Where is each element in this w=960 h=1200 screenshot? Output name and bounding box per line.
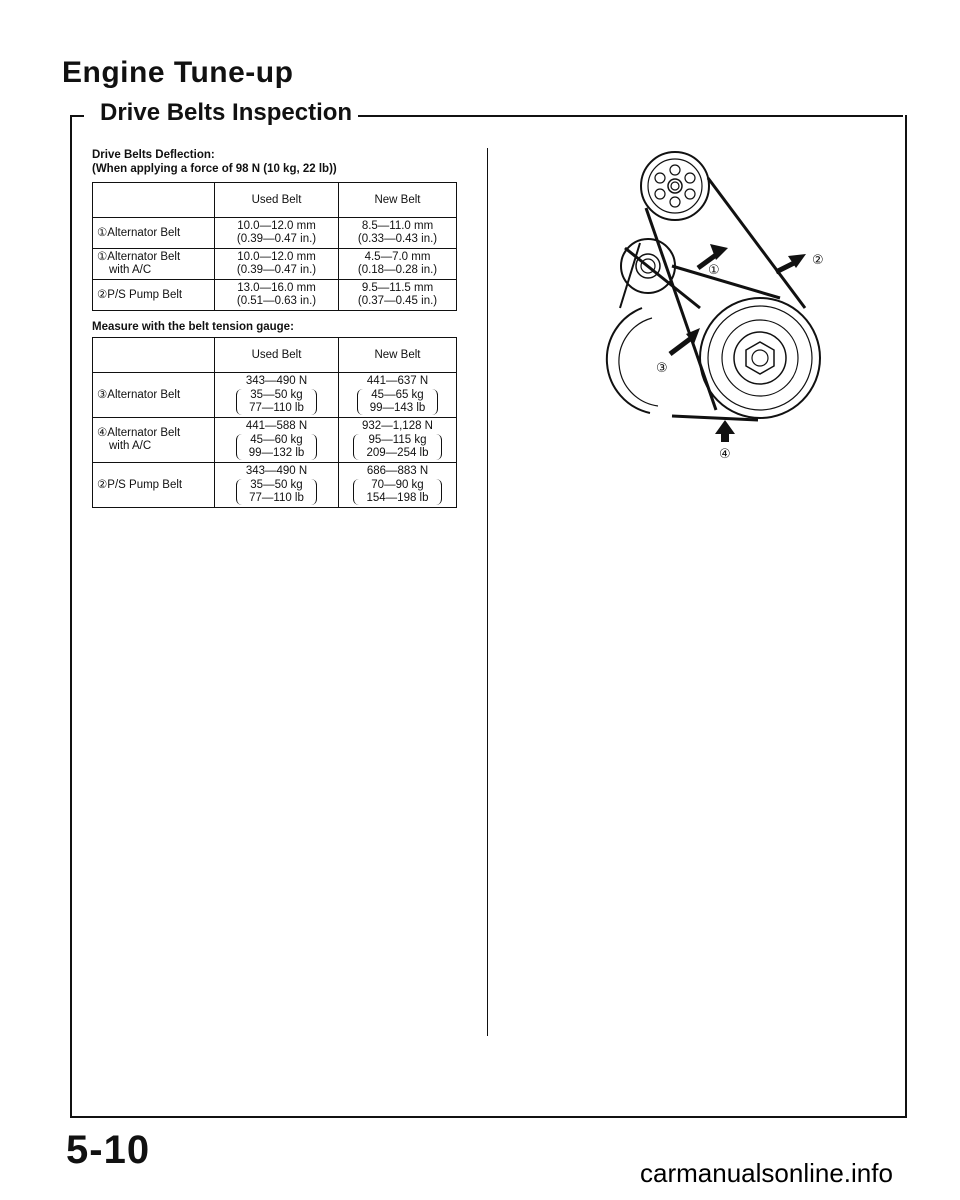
new-value bbox=[339, 280, 457, 311]
value-mm: 10.0—12.0 mm bbox=[237, 220, 316, 232]
value-newton: 343—490 N bbox=[245, 375, 308, 387]
table-row bbox=[93, 418, 457, 463]
crankshaft-pulley bbox=[700, 298, 820, 418]
value-mm: 8.5—11.0 mm bbox=[361, 220, 434, 232]
callout-2: ② bbox=[812, 253, 824, 268]
header-used-belt: Used Belt bbox=[215, 338, 339, 373]
value-mm: 13.0—16.0 mm bbox=[237, 282, 316, 294]
value-mm: 9.5—11.5 mm bbox=[361, 282, 434, 294]
value-kg-lb bbox=[236, 434, 318, 460]
row-label-main: ②P/S Pump Belt bbox=[97, 478, 183, 491]
value-newton: 441—588 N bbox=[245, 420, 308, 432]
callout-3: ③ bbox=[656, 361, 668, 376]
row-label bbox=[93, 280, 215, 311]
table-row bbox=[93, 218, 457, 249]
table-row bbox=[93, 373, 457, 418]
header-new-belt: New Belt bbox=[339, 338, 457, 373]
new-value bbox=[339, 373, 457, 418]
used-value bbox=[215, 463, 339, 508]
new-value bbox=[339, 463, 457, 508]
row-label-main: ①Alternator Belt bbox=[97, 226, 181, 239]
page-number: 5-10 bbox=[66, 1128, 151, 1172]
value-kg: 45—60 kg bbox=[250, 434, 303, 446]
value-kg: 35—50 kg bbox=[250, 479, 303, 491]
deflection-caption-title: Drive Belts Deflection: bbox=[92, 149, 215, 161]
value-kg: 70—90 kg bbox=[371, 479, 424, 491]
row-label-main: ③Alternator Belt bbox=[97, 388, 181, 401]
deflection-caption-force: (When applying a force of 98 N (10 kg, 22 lb)) bbox=[92, 163, 337, 175]
value-newton: 343—490 N bbox=[245, 465, 308, 477]
value-in: (0.37—0.45 in.) bbox=[357, 295, 438, 307]
table-row bbox=[93, 249, 457, 280]
tension-caption: Measure with the belt tension gauge: bbox=[92, 321, 294, 333]
row-label-main: ④Alternator Belt bbox=[97, 427, 181, 439]
header-cell-empty bbox=[93, 338, 215, 373]
callout-4: ④ bbox=[719, 447, 731, 462]
value-newton: 441—637 N bbox=[366, 375, 429, 387]
value-kg: 95—115 kg bbox=[368, 434, 427, 446]
value-kg: 35—50 kg bbox=[250, 389, 303, 401]
section-title: Drive Belts Inspection bbox=[94, 99, 358, 127]
value-lb: 209—254 lb bbox=[366, 447, 429, 459]
used-value bbox=[215, 280, 339, 311]
deflection-table bbox=[92, 182, 457, 311]
new-value bbox=[339, 218, 457, 249]
value-in: (0.33—0.43 in.) bbox=[357, 233, 438, 245]
header-cell-empty bbox=[93, 183, 215, 218]
table-header-row bbox=[93, 183, 457, 218]
header-used-belt: Used Belt bbox=[215, 183, 339, 218]
value-lb: 99—132 lb bbox=[248, 447, 305, 459]
header-new-belt: New Belt bbox=[339, 183, 457, 218]
value-lb: 77—110 lb bbox=[249, 492, 304, 504]
used-value bbox=[215, 218, 339, 249]
row-label bbox=[93, 418, 215, 463]
table-row bbox=[93, 463, 457, 508]
alternator-pulley bbox=[641, 152, 709, 220]
row-label bbox=[93, 373, 215, 418]
value-kg-lb bbox=[236, 479, 317, 505]
drive-belt-diagram bbox=[580, 148, 850, 468]
ac-compressor-pulley bbox=[607, 308, 650, 413]
value-newton: 686—883 N bbox=[366, 465, 429, 477]
value-kg: 45—65 kg bbox=[371, 389, 424, 401]
value-kg-lb bbox=[353, 479, 441, 505]
row-label-sub: with A/C bbox=[109, 440, 152, 452]
row-label bbox=[93, 463, 215, 508]
deflection-caption bbox=[92, 148, 337, 176]
row-label-sub: with A/C bbox=[109, 264, 152, 276]
value-kg-lb bbox=[353, 434, 441, 460]
column-divider bbox=[487, 148, 488, 1036]
arrow-4-icon bbox=[715, 420, 735, 434]
value-newton: 932—1,128 N bbox=[362, 420, 433, 432]
page-title: Engine Tune-up bbox=[62, 56, 294, 89]
used-value bbox=[215, 418, 339, 463]
value-in: (0.51—0.63 in.) bbox=[236, 295, 317, 307]
row-label bbox=[93, 218, 215, 249]
new-value bbox=[339, 418, 457, 463]
value-lb: 99—143 lb bbox=[369, 402, 426, 414]
value-mm: 10.0—12.0 mm bbox=[237, 251, 316, 263]
value-mm: 4.5—7.0 mm bbox=[364, 251, 431, 263]
watermark-text: carmanualsonline.info bbox=[640, 1158, 893, 1188]
value-kg-lb bbox=[357, 389, 439, 415]
value-in: (0.39—0.47 in.) bbox=[236, 233, 317, 245]
row-label bbox=[93, 249, 215, 280]
table-header-row bbox=[93, 338, 457, 373]
value-in: (0.39—0.47 in.) bbox=[236, 264, 317, 276]
new-value bbox=[339, 249, 457, 280]
tension-table bbox=[92, 337, 457, 508]
callout-1: ① bbox=[708, 263, 720, 278]
table-row bbox=[93, 280, 457, 311]
used-value bbox=[215, 373, 339, 418]
value-lb: 154—198 lb bbox=[366, 492, 429, 504]
row-label-main: ②P/S Pump Belt bbox=[97, 288, 183, 301]
used-value bbox=[215, 249, 339, 280]
value-lb: 77—110 lb bbox=[249, 402, 304, 414]
value-kg-lb bbox=[236, 389, 317, 415]
value-in: (0.18—0.28 in.) bbox=[357, 264, 438, 276]
row-label-main: ①Alternator Belt bbox=[97, 251, 181, 263]
